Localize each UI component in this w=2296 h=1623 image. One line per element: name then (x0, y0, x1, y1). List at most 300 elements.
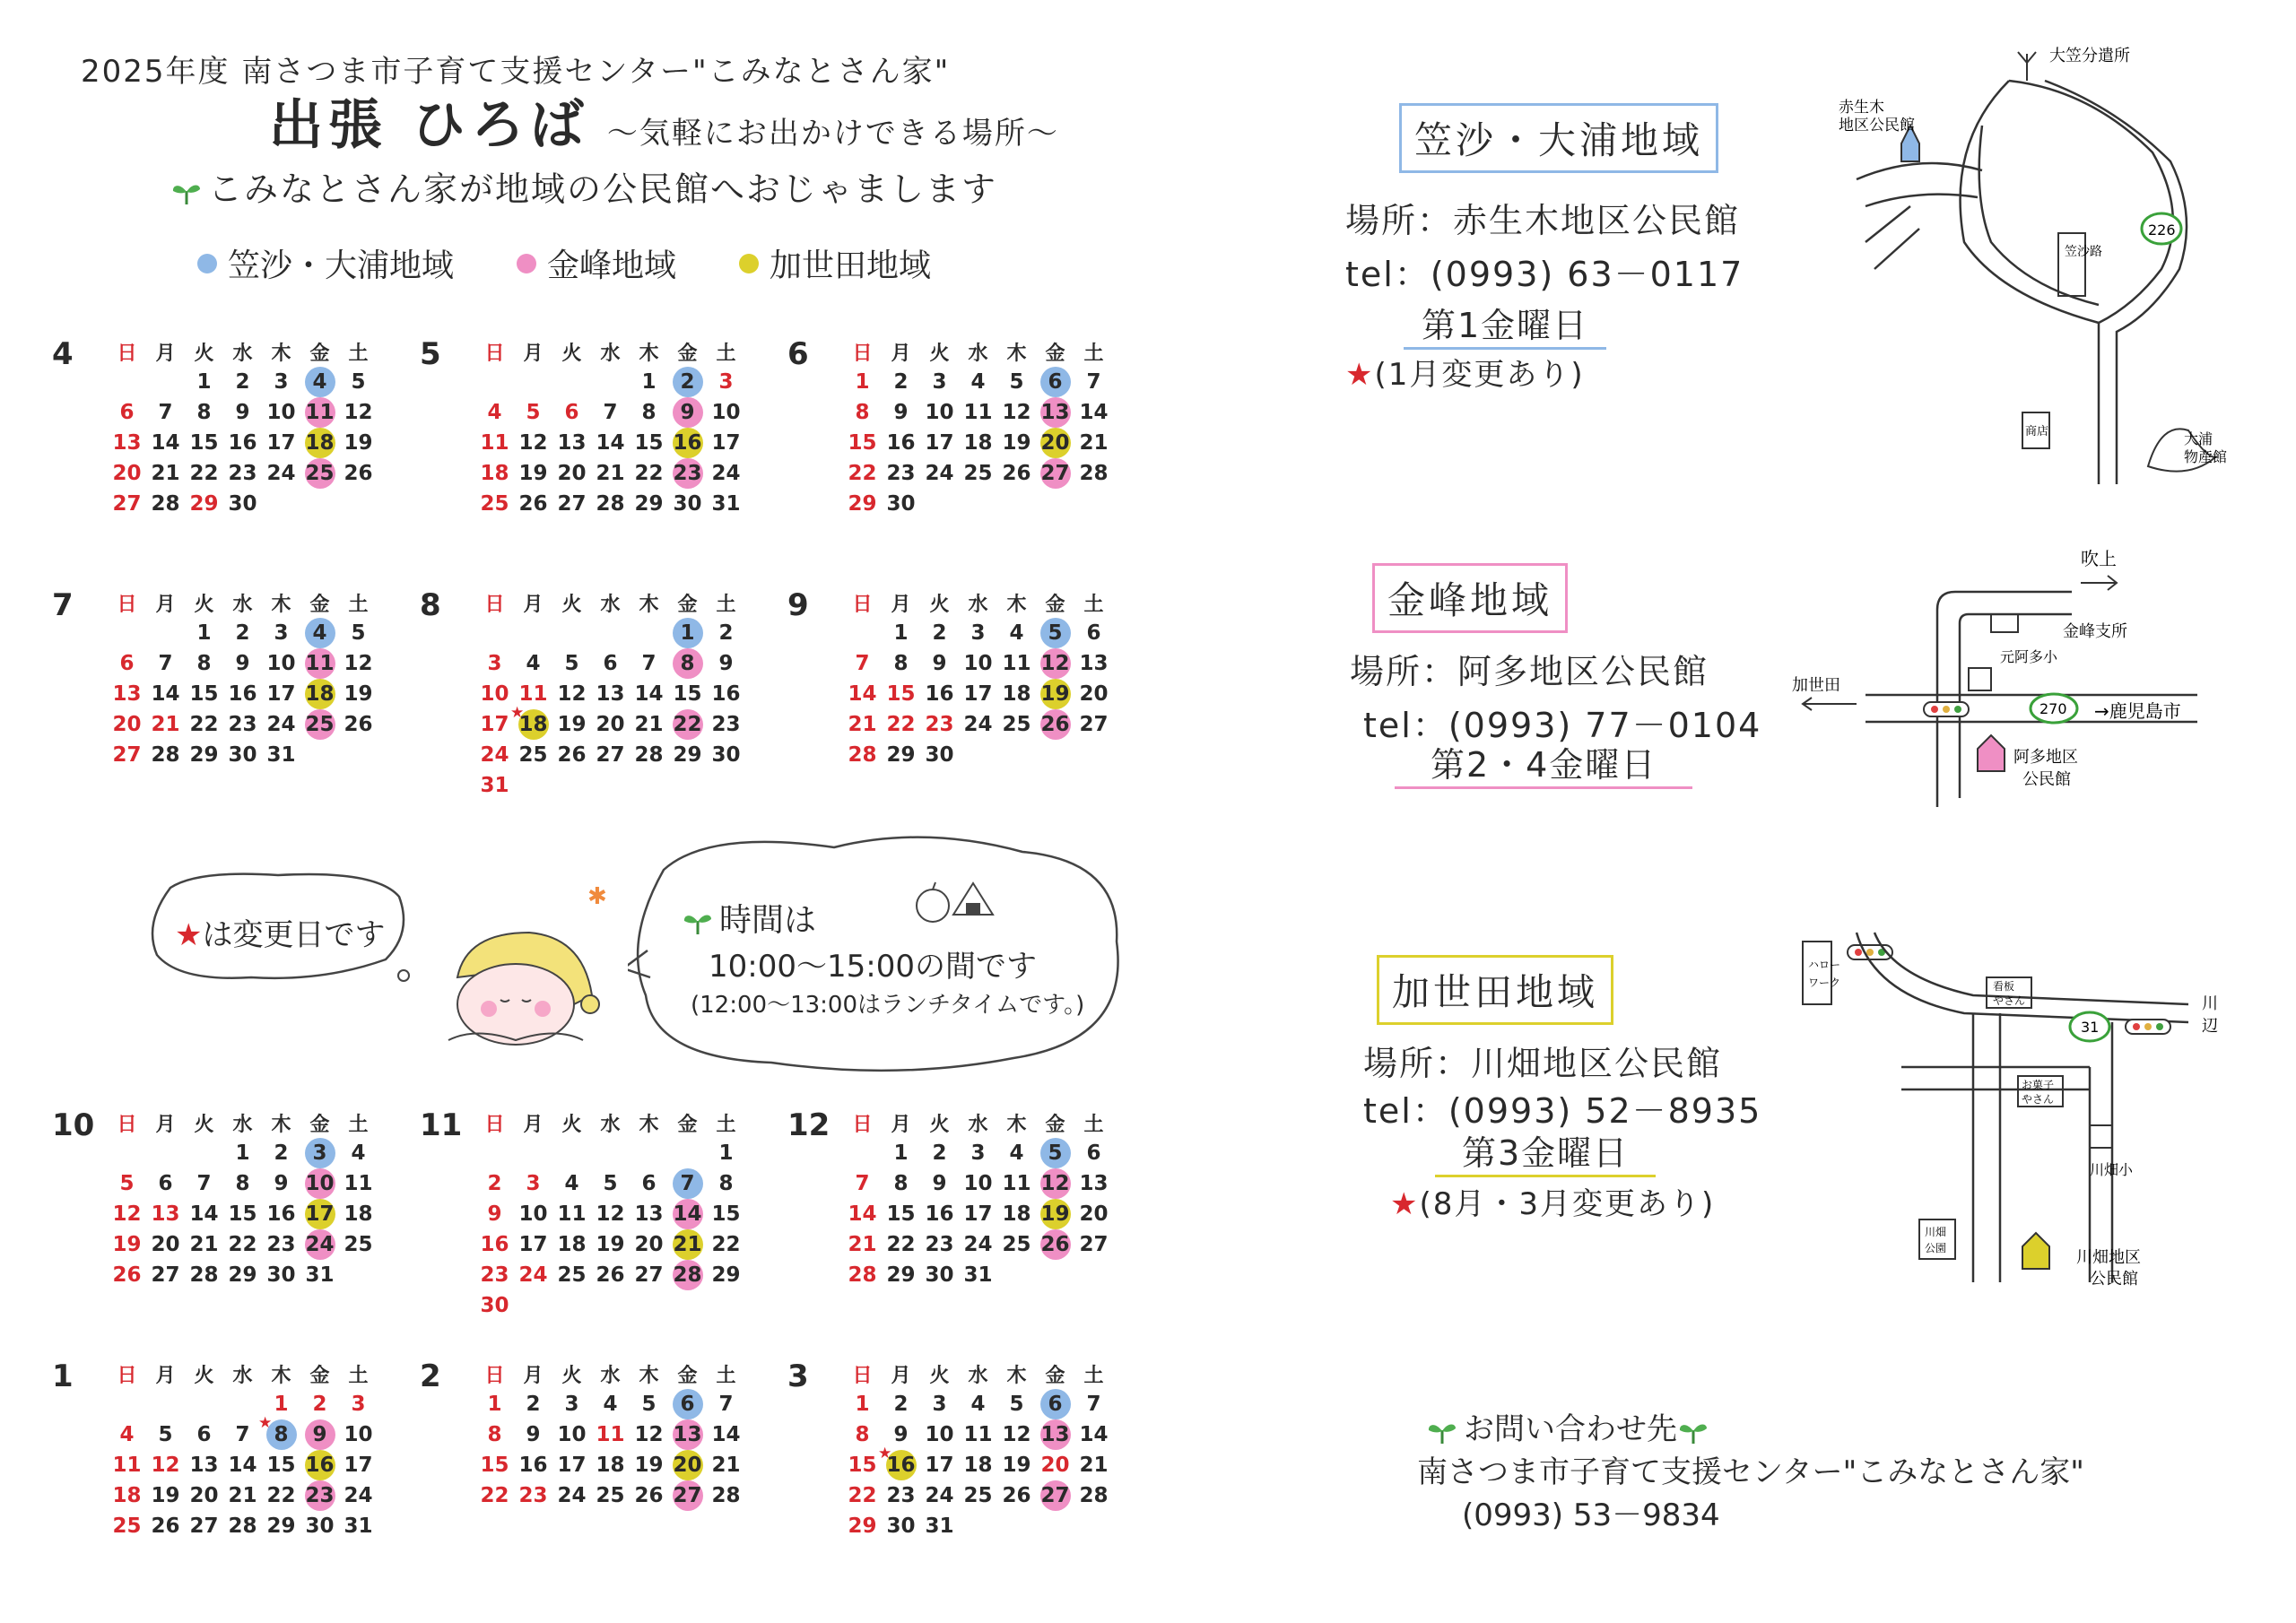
day-number: 10 (711, 401, 741, 424)
calendar-grid (475, 587, 816, 801)
day-number: 16 (886, 1450, 917, 1480)
day-number: 12 (557, 682, 587, 706)
day-number: 26 (1002, 1484, 1031, 1507)
day-cell (475, 1389, 514, 1419)
day-cell (300, 1229, 339, 1260)
apple-onigiri-icon (910, 874, 1000, 928)
day-cell (707, 709, 745, 740)
area1-place: 場所：赤生木地区公民館 (1345, 201, 1741, 240)
day-cell (475, 1168, 514, 1199)
day-number: 4 (1009, 1141, 1024, 1165)
area3-note (1390, 1179, 1715, 1223)
calendar-grid (108, 1358, 448, 1541)
day-cell (997, 428, 1036, 458)
day-number: 16 (673, 428, 703, 458)
day-number: 17 (963, 1202, 993, 1226)
day-number: 8 (673, 648, 703, 679)
day-number: 24 (305, 1229, 335, 1260)
day-cell (475, 709, 514, 740)
day-number: 3 (932, 1393, 947, 1416)
day-number: 24 (925, 462, 954, 485)
day-cell (514, 648, 552, 679)
day-number: 17 (925, 431, 954, 455)
day-cell (514, 1480, 552, 1511)
day-number: 18 (344, 1202, 373, 1226)
empty-cell (514, 618, 552, 648)
calendar-grid (475, 1107, 816, 1321)
day-number: 28 (848, 1263, 877, 1287)
day-cell (920, 618, 959, 648)
day-cell (185, 1419, 223, 1450)
day-cell (108, 1229, 146, 1260)
day-number: 12 (1040, 648, 1071, 679)
day-cell (185, 397, 223, 428)
day-cell (223, 1419, 262, 1450)
day-number: 23 (228, 462, 257, 485)
day-number: 15 (189, 682, 219, 706)
day-number: 16 (925, 1202, 954, 1226)
day-number: 19 (596, 1233, 625, 1256)
weekday-header: 水 (232, 1364, 253, 1387)
day-cell (882, 489, 920, 519)
calendar-grid (843, 587, 1184, 770)
weekday-header: 月 (523, 1364, 544, 1387)
day-number: 18 (963, 431, 993, 455)
day-cell (1074, 679, 1113, 709)
day-cell (339, 679, 378, 709)
day-cell (300, 1389, 339, 1419)
day-cell (223, 1480, 262, 1511)
day-cell (630, 428, 668, 458)
day-number: 8 (855, 401, 870, 424)
star-icon: ★ (878, 1445, 892, 1462)
day-cell (514, 1389, 552, 1419)
day-number: 17 (305, 1199, 335, 1229)
day-cell (882, 1199, 920, 1229)
day-number: 23 (886, 462, 916, 485)
day-cell (185, 1450, 223, 1480)
day-number: 2 (673, 367, 703, 397)
day-cell (959, 458, 997, 489)
day-number: 23 (305, 1480, 335, 1511)
day-cell (262, 618, 300, 648)
weekday-header: 木 (1006, 1113, 1027, 1136)
contact-tel: (0993) 53－9834 (1462, 1497, 1720, 1533)
day-number: 10 (266, 401, 296, 424)
day-number: 12 (112, 1202, 142, 1226)
weekday-header: 土 (348, 1364, 369, 1387)
day-number: 22 (848, 1484, 877, 1507)
weekday-header: 木 (639, 593, 659, 616)
weekday-header: 日 (484, 1364, 505, 1387)
day-number: 5 (158, 1423, 173, 1446)
day-cell (108, 489, 146, 519)
day-number: 21 (596, 462, 625, 485)
day-cell (959, 1168, 997, 1199)
day-cell (146, 648, 185, 679)
map1-top-label: 大笠分遣所 (2049, 47, 2130, 65)
day-cell (920, 397, 959, 428)
empty-cell (108, 1138, 146, 1168)
day-cell (1036, 428, 1074, 458)
map1-hall-label2: 地区公民館 (1839, 117, 1915, 135)
day-cell (591, 1260, 630, 1290)
day-cell (146, 458, 185, 489)
day-cell (552, 1389, 591, 1419)
day-cell (262, 648, 300, 679)
day-cell (146, 1511, 185, 1541)
day-cell (843, 1450, 882, 1480)
weekday-header: 水 (600, 1364, 621, 1387)
day-number: 12 (596, 1202, 625, 1226)
calendar-month-6 (787, 336, 1184, 519)
day-number: 26 (557, 743, 587, 767)
weekday-header: 土 (716, 1113, 736, 1136)
day-number: 31 (480, 774, 509, 797)
day-cell (1074, 397, 1113, 428)
day-number: 13 (1040, 397, 1071, 428)
day-number: 14 (673, 1199, 703, 1229)
day-cell (707, 618, 745, 648)
weekday-header: 火 (194, 1364, 214, 1387)
day-cell (108, 397, 146, 428)
day-number: 1 (196, 370, 212, 394)
day-number: 25 (596, 1484, 625, 1507)
day-cell (1036, 1199, 1074, 1229)
day-number: 23 (518, 1484, 548, 1507)
day-number: 11 (518, 682, 548, 706)
day-number: 8 (196, 652, 212, 675)
day-cell (1036, 1229, 1074, 1260)
day-cell (475, 1480, 514, 1511)
weekday-header: 金 (309, 342, 330, 365)
day-number: 14 (634, 682, 664, 706)
day-cell (997, 1199, 1036, 1229)
day-cell (1036, 1480, 1074, 1511)
day-number: 21 (711, 1454, 741, 1477)
day-cell (475, 740, 514, 770)
day-number: 4 (526, 652, 541, 675)
day-cell (300, 397, 339, 428)
day-cell (959, 679, 997, 709)
day-cell (997, 397, 1036, 428)
day-number: 15 (634, 431, 664, 455)
day-number: 4 (119, 1423, 135, 1446)
day-number: 2 (274, 1141, 289, 1165)
day-number: 19 (1040, 679, 1071, 709)
day-number: 17 (711, 431, 741, 455)
day-cell (223, 367, 262, 397)
day-cell (630, 489, 668, 519)
day-cell (146, 428, 185, 458)
day-number: 11 (557, 1202, 587, 1226)
day-cell (1036, 1168, 1074, 1199)
day-number: 20 (673, 1450, 703, 1480)
day-cell (843, 679, 882, 709)
day-number: 6 (1086, 1141, 1101, 1165)
weekday-header: 火 (929, 1364, 950, 1387)
day-cell (339, 618, 378, 648)
day-number: 9 (673, 397, 703, 428)
day-number: 22 (711, 1233, 741, 1256)
sprout-icon (1677, 1418, 1709, 1445)
empty-cell (591, 618, 630, 648)
day-number: 5 (351, 621, 366, 645)
day-cell (920, 1419, 959, 1450)
day-number: 4 (564, 1172, 579, 1195)
day-cell (339, 428, 378, 458)
day-cell (920, 1138, 959, 1168)
day-cell (1036, 367, 1074, 397)
day-number: 18 (1002, 682, 1031, 706)
day-number: 29 (848, 492, 877, 516)
day-number: 5 (1009, 1393, 1024, 1416)
day-cell (997, 648, 1036, 679)
weekday-header: 土 (716, 342, 736, 365)
day-cell (668, 709, 707, 740)
day-number: 26 (1002, 462, 1031, 485)
day-number: 13 (1079, 652, 1109, 675)
map3-school-label: 川畑小 (2090, 1161, 2134, 1178)
day-cell (630, 1199, 668, 1229)
day-cell (707, 1419, 745, 1450)
day-cell (843, 458, 882, 489)
day-number: 30 (480, 1294, 509, 1317)
day-cell (146, 1480, 185, 1511)
map3-park-label2: 公園 (1925, 1242, 1947, 1254)
empty-cell (185, 1389, 223, 1419)
day-number: 21 (151, 462, 180, 485)
day-number: 9 (235, 652, 250, 675)
day-cell (223, 489, 262, 519)
day-number: 7 (855, 652, 870, 675)
weekday-header: 木 (271, 593, 291, 616)
day-number: 13 (596, 682, 625, 706)
day-number: 21 (848, 713, 877, 736)
map1-bottom-label2: 物産館 (2184, 448, 2228, 465)
day-cell (920, 1480, 959, 1511)
day-cell (514, 1168, 552, 1199)
day-number: 3 (970, 1141, 986, 1165)
weekday-header: 火 (194, 342, 214, 365)
day-number: 7 (673, 1168, 703, 1199)
empty-cell (668, 1138, 707, 1168)
day-cell (552, 397, 591, 428)
empty-cell (552, 618, 591, 648)
day-cell (223, 679, 262, 709)
day-number: 12 (518, 431, 548, 455)
weekday-header: 金 (1045, 1113, 1065, 1136)
weekday-header: 日 (852, 1113, 873, 1136)
weekday-header: 木 (1006, 1364, 1027, 1387)
day-number: 7 (196, 1172, 212, 1195)
day-cell (514, 1229, 552, 1260)
day-cell (707, 1229, 745, 1260)
day-cell (339, 1511, 378, 1541)
day-cell (997, 1229, 1036, 1260)
map2-left-label: 加世田 (1792, 676, 1840, 695)
day-number: 29 (634, 492, 664, 516)
map2-route-label: 270 (2039, 700, 2067, 717)
day-cell (843, 740, 882, 770)
weekday-header: 金 (309, 1113, 330, 1136)
day-number: 22 (848, 462, 877, 485)
weekday-header: 日 (484, 342, 505, 365)
day-number: 19 (1002, 1454, 1031, 1477)
day-number: 26 (1040, 709, 1071, 740)
day-cell (668, 1260, 707, 1290)
day-cell (475, 1229, 514, 1260)
day-number: 20 (151, 1233, 180, 1256)
weekday-header: 土 (348, 1113, 369, 1136)
day-cell (514, 489, 552, 519)
day-cell (1036, 397, 1074, 428)
day-number: 22 (189, 713, 219, 736)
contact-block (1417, 1408, 2084, 1537)
weekday-header: 金 (309, 593, 330, 616)
weekday-header: 水 (232, 342, 253, 365)
day-number: 9 (932, 652, 947, 675)
day-cell (262, 1480, 300, 1511)
day-number: 24 (344, 1484, 373, 1507)
day-number: 27 (151, 1263, 180, 1287)
day-number: 2 (718, 621, 734, 645)
day-number: 11 (112, 1454, 142, 1477)
day-cell (668, 458, 707, 489)
day-number: 11 (480, 431, 509, 455)
day-cell (997, 1389, 1036, 1419)
day-cell (300, 709, 339, 740)
day-number: 6 (603, 652, 618, 675)
day-cell (475, 770, 514, 801)
day-number: 25 (112, 1515, 142, 1538)
day-number: 30 (673, 492, 702, 516)
legend-label: 笠沙・大浦地域 (228, 247, 455, 284)
day-number: 10 (963, 1172, 993, 1195)
day-cell (185, 458, 223, 489)
day-number: 22 (673, 709, 703, 740)
day-cell (146, 397, 185, 428)
day-cell (668, 1389, 707, 1419)
day-cell (262, 1199, 300, 1229)
day-number: 1 (893, 621, 909, 645)
day-cell (668, 1480, 707, 1511)
weekday-header: 水 (232, 1113, 253, 1136)
day-number: 8 (487, 1423, 502, 1446)
day-number: 30 (886, 492, 916, 516)
day-cell (185, 709, 223, 740)
weekday-header: 日 (852, 1364, 873, 1387)
day-cell (1036, 709, 1074, 740)
day-cell (1036, 1138, 1074, 1168)
sprout-icon (170, 178, 203, 205)
calendar-grid (108, 587, 448, 770)
day-cell (300, 648, 339, 679)
day-number: 29 (228, 1263, 257, 1287)
day-number: 27 (1040, 1480, 1071, 1511)
legend-label: 加世田地域 (770, 247, 932, 284)
weekday-header: 水 (232, 593, 253, 616)
day-number: 15 (886, 682, 916, 706)
day-cell (552, 1450, 591, 1480)
day-number: 16 (228, 682, 257, 706)
day-number: 14 (1079, 401, 1109, 424)
day-number: 19 (557, 713, 587, 736)
day-number: 11 (1002, 1172, 1031, 1195)
day-cell (108, 1480, 146, 1511)
day-number: 9 (305, 1419, 335, 1450)
day-cell (185, 648, 223, 679)
day-cell (339, 1168, 378, 1199)
day-cell (668, 1229, 707, 1260)
area3-schedule: 第3金曜日 (1435, 1125, 1656, 1177)
day-number: 29 (266, 1515, 296, 1538)
calendar-month-8 (420, 587, 816, 801)
day-cell (552, 489, 591, 519)
day-cell (108, 1199, 146, 1229)
day-cell (262, 1511, 300, 1541)
day-number: 7 (158, 652, 173, 675)
day-number: 27 (1079, 713, 1109, 736)
contact-label-row (1417, 1408, 2084, 1451)
day-cell (339, 367, 378, 397)
day-number: 30 (925, 743, 954, 767)
area1-schedule: 第1金曜日 (1404, 298, 1606, 350)
day-number: 5 (641, 1393, 657, 1416)
day-cell (882, 1389, 920, 1419)
day-number: 21 (634, 713, 664, 736)
day-number: 26 (1040, 1229, 1071, 1260)
day-cell (882, 709, 920, 740)
day-cell (223, 1168, 262, 1199)
day-number: 2 (932, 1141, 947, 1165)
day-cell (843, 709, 882, 740)
day-cell (882, 1229, 920, 1260)
day-number: 8 (196, 401, 212, 424)
day-cell (108, 458, 146, 489)
day-number: 29 (886, 743, 916, 767)
day-number: 25 (557, 1263, 587, 1287)
day-cell (1036, 1450, 1074, 1480)
day-number: 17 (557, 1454, 587, 1477)
day-number: 28 (151, 743, 180, 767)
day-cell (108, 428, 146, 458)
day-cell (552, 1260, 591, 1290)
month-number: 8 (420, 587, 441, 623)
day-number: 13 (557, 431, 587, 455)
day-number: 19 (344, 682, 373, 706)
day-cell (882, 740, 920, 770)
day-cell (262, 740, 300, 770)
day-cell (339, 1450, 378, 1480)
day-number: 19 (634, 1454, 664, 1477)
month-number: 5 (420, 336, 441, 372)
day-number: 1 (855, 1393, 870, 1416)
day-number: 5 (119, 1172, 135, 1195)
area2-tel: tel：(0993) 77－0104 (1363, 706, 1762, 745)
map3-park-label: 川畑 (1925, 1226, 1947, 1238)
day-number: 28 (596, 492, 625, 516)
day-cell (223, 618, 262, 648)
day-cell (262, 1450, 300, 1480)
day-number: 7 (718, 1393, 734, 1416)
day-cell (920, 740, 959, 770)
day-cell (959, 648, 997, 679)
day-cell (300, 1168, 339, 1199)
day-cell (223, 458, 262, 489)
day-number: 31 (266, 743, 296, 767)
day-number: 10 (518, 1202, 548, 1226)
